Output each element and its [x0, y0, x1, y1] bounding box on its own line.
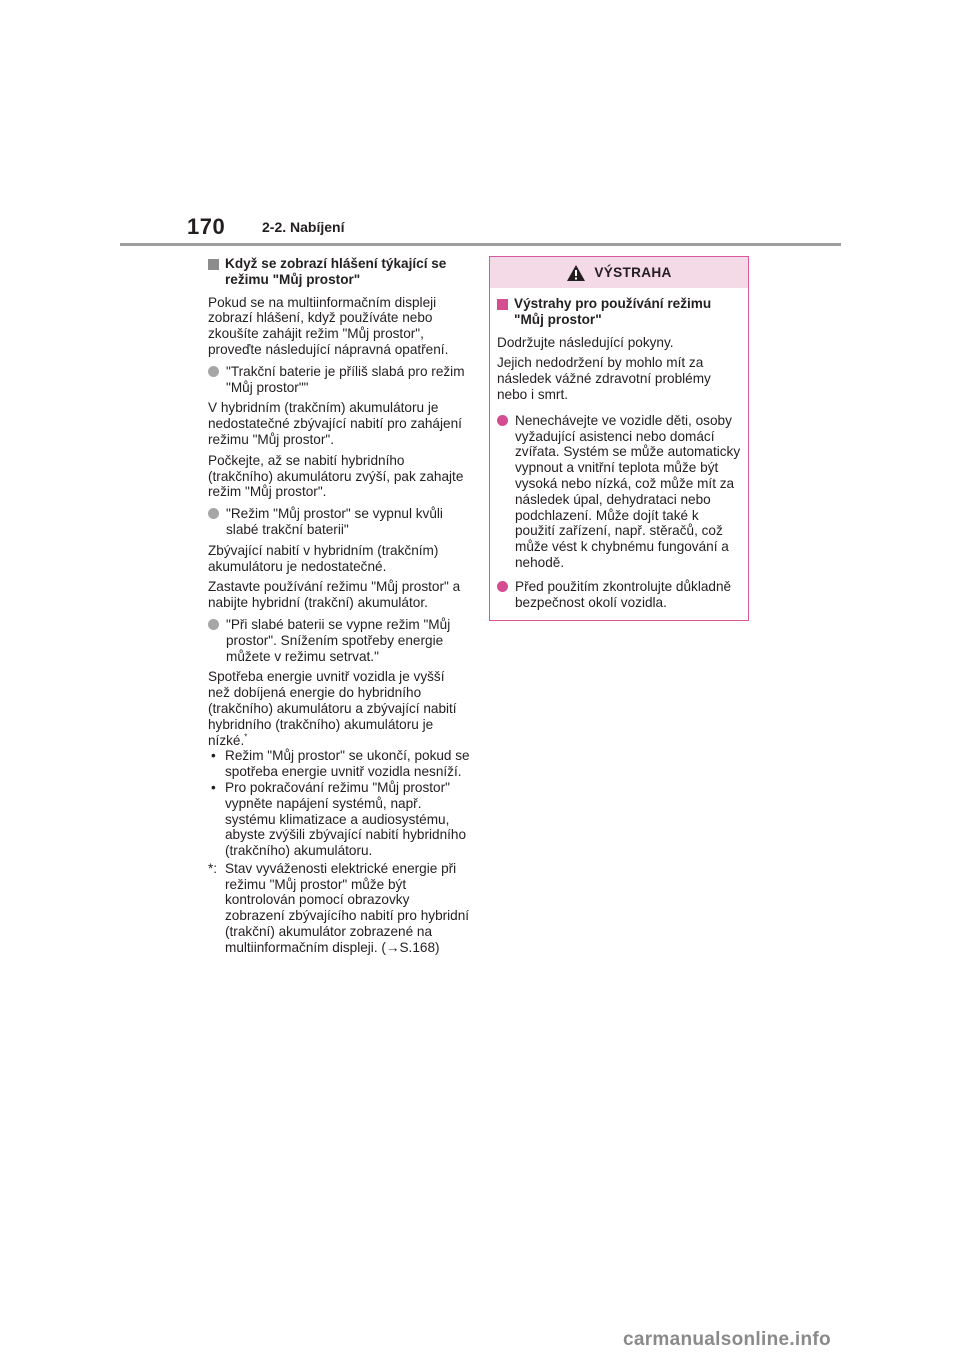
- watermark-logo: carmanualsonline.info: [623, 1329, 831, 1350]
- message-item-2: [208, 506, 470, 538]
- paragraph: Jejich nedodržení by mohlo mít za následek vážné zdravotní problémy nebo i smrt.: [497, 355, 711, 402]
- warning-body: [490, 288, 748, 610]
- footnote-text: Stav vyváženosti elektrické energie při režimu "Můj prostor" může být kontrolován pomocí obrazovky zobrazení zbývajícího nabití pro hybridní (trakční) akumulátor zobrazené na multiinformačním displeji. (→S.168): [225, 860, 470, 955]
- sub-item: [208, 780, 470, 859]
- dot-marker: •: [211, 748, 216, 764]
- warning-heading: [497, 296, 741, 328]
- asterisk-mark: *: [244, 731, 248, 741]
- message-item-1: [208, 364, 470, 396]
- paragraph: Dodržujte následující pokyny.: [497, 334, 674, 350]
- paragraph: Zastavte používání režimu "Můj prostor" a nabijte hybridní (trakční) akumulátor.: [208, 579, 461, 611]
- warning-box: [489, 256, 749, 621]
- square-bullet-icon: [497, 299, 508, 310]
- heading-text: Výstrahy pro používání režimu "Můj prostor": [514, 296, 712, 327]
- dot-marker: •: [211, 779, 216, 795]
- circle-bullet-icon: [208, 619, 219, 630]
- heading-text: Když se zobrazí hlášení týkající se režimu "Můj prostor": [225, 256, 447, 287]
- paragraph: V hybridním (trakčním) akumulátoru je nedostatečné zbývající nabití pro zahájení režimu "Můj prostor".: [208, 400, 462, 447]
- message-title: "Trakční baterie je příliš slabá pro režim "Můj prostor"": [226, 363, 465, 395]
- circle-bullet-icon: [208, 366, 219, 377]
- page-number: 170: [187, 214, 226, 239]
- circle-bullet-icon: [497, 581, 508, 592]
- circle-bullet-icon: [208, 508, 219, 519]
- bullet-text: Před použitím zkontrolujte důkladně bezpečnost okolí vozidla.: [515, 578, 732, 610]
- sub-item-text: Režim "Můj prostor" se ukončí, pokud se spotřeba energie uvnitř vozidla nesníží.: [225, 748, 470, 780]
- bullet-text: Nenechávejte ve vozidle děti, osoby vyžadující asistenci nebo domácí zvířata. Systém se může automaticky vypnout a vnitřní teplota může být vysoká nebo nízká, což může mít za následek úpal, dehydrataci nebo podchlazení. Může dojít také k použití zařízení, např. stěračů, což může vést k chybnému fungování a nehodě.: [515, 412, 741, 570]
- section-title: 2-2. Nabíjení: [262, 219, 345, 235]
- footnote: [208, 861, 470, 956]
- intro-paragraph: Pokud se na multiinformačním displeji zobrazí hlášení, když používáte nebo zkoušíte zahájit režim "Můj prostor", proveďte následující nápravná opatření.: [208, 294, 449, 357]
- paragraph: [208, 669, 470, 748]
- paragraph-text: Spotřeba energie uvnitř vozidla je vyšší než dobíjená energie do hybridního (trakčního) akumulátoru a zbývající nabití hybridního (trakčního) akumulátoru je nízké.: [208, 669, 457, 748]
- warning-bullet-2: [497, 579, 741, 611]
- warning-header: [490, 257, 748, 288]
- message-title: "Režim "Můj prostor" se vypnul kvůli slabé trakční baterii": [226, 506, 443, 537]
- warning-title: VÝSTRAHA: [594, 265, 672, 280]
- message-title: "Při slabé baterii se vypne režim "Můj prostor". Snížením spotřeby energie můžete v režimu setrvat.": [226, 616, 451, 664]
- footnote-marker: *:: [208, 860, 218, 876]
- warning-bullet-1: [497, 413, 741, 571]
- warning-triangle-icon: [566, 264, 586, 282]
- paragraph: Zbývající nabití v hybridním (trakčním) akumulátoru je nedostatečné.: [208, 542, 439, 574]
- left-column: [208, 256, 470, 956]
- header-rule: [120, 243, 841, 246]
- circle-bullet-icon: [497, 415, 508, 426]
- section-heading: [208, 256, 470, 288]
- message-item-3: [208, 617, 470, 664]
- sub-item-text: Pro pokračování režimu "Můj prostor" vypněte napájení systémů, např. systému klimatizace a audiosystému, abyste zvýšili zbývající nabití hybridního (trakčního) akumulátoru.: [225, 779, 467, 859]
- sub-item: [208, 748, 470, 780]
- paragraph: Počkejte, až se nabití hybridního (trakčního) akumulátoru zvýší, pak zahajte režim "Můj prostor".: [208, 452, 464, 500]
- square-bullet-icon: [208, 259, 219, 270]
